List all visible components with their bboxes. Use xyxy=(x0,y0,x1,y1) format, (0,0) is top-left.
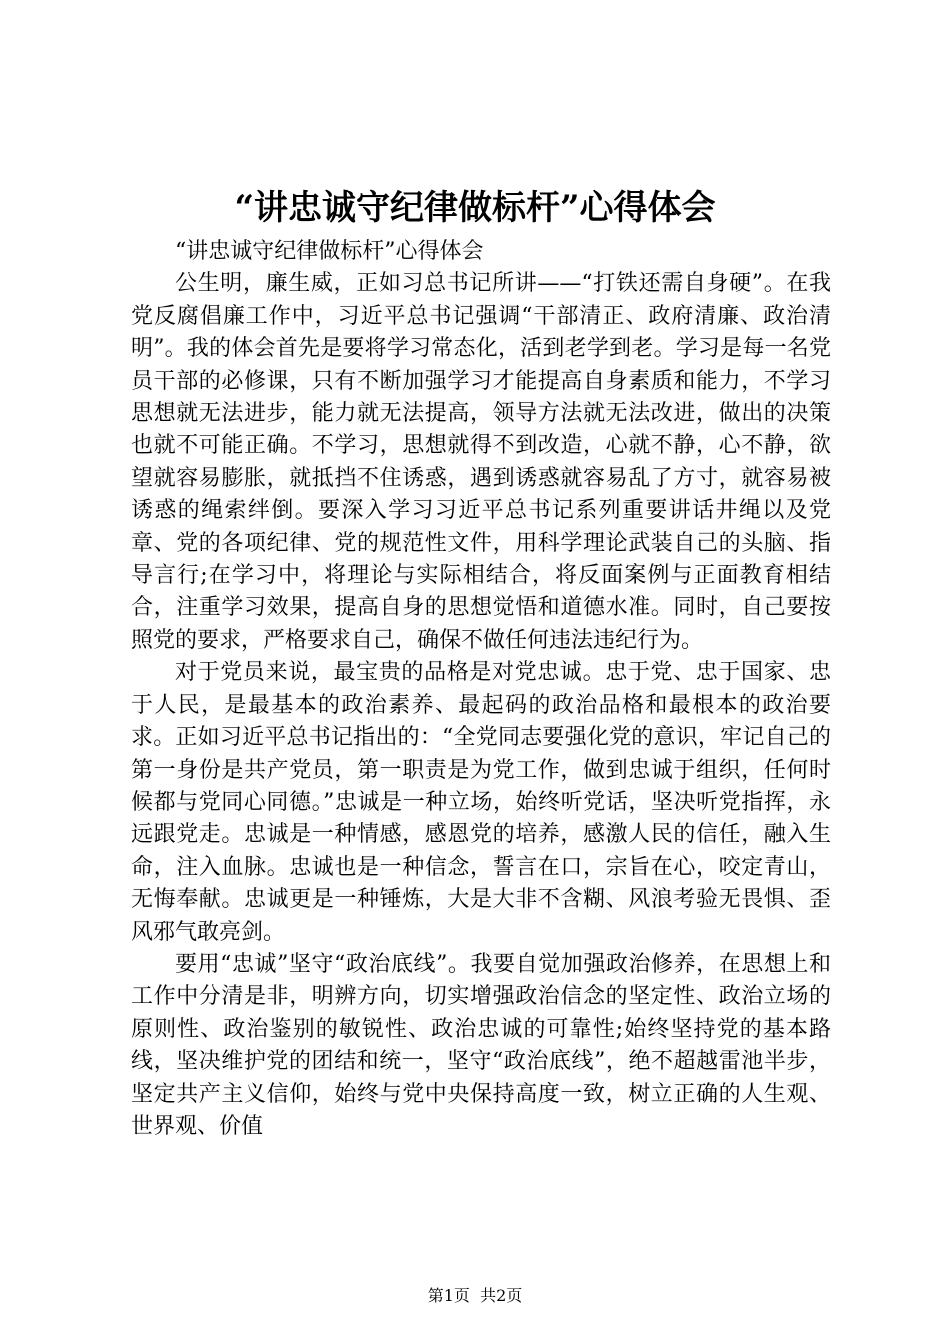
page-footer xyxy=(0,1286,950,1306)
document-title: “讲忠诚守纪律做标杆”心得体会 xyxy=(234,188,716,228)
paragraph-subtitle: “讲忠诚守纪律做标杆”心得体会 xyxy=(175,239,484,264)
document-body xyxy=(131,236,831,1143)
paragraph-3: 要用“忠诚”坚守“政治底线”。我要自觉加强政治修养，在思想上和工作中分清是非，明辨方向，切实增强政治信念的坚定性、政治立场的原则性、政治鉴别的敏锐性、政治忠诚的可靠性;始终坚持党的基本路线，坚决维护党的团结和统一，坚守“政治底线”，绝不超越雷池半步，坚定共产主义信仰，始终与党中央保持高度一致，树立正确的人生观、世界观、价值 xyxy=(131,951,831,1139)
page-number: 第1页 xyxy=(427,1286,470,1305)
paragraph-2: 对于党员来说，最宝贵的品格是对党忠诚。忠于党、忠于国家、忠于人民，是最基本的政治素养、最起码的政治品格和最根本的政治要求。正如习近平总书记指出的：“全党同志要强化党的意识，牢记自己的第一身份是共产党员，第一职责是为党工作，做到忠诚于组织，任何时候都与党同心同德。”忠诚是一种立场，始终听党话，坚决听党指挥，永远跟党走。忠诚是一种情感，感恩党的培养，感激人民的信任，融入生命，注入血脉。忠诚也是一种信念，誓言在口，宗旨在心，咬定青山，无悔奉献。忠诚更是一种锤炼，大是大非不含糊、风浪考验无畏惧、歪风邪气敢亮剑。 xyxy=(131,660,831,945)
page-total: 共2页 xyxy=(480,1286,523,1305)
paragraph-1: 公生明，廉生威，正如习总书记所讲——“打铁还需自身硬”。在我党反腐倡廉工作中，习近平总书记强调“干部清正、政府清廉、政治清明”。我的体会首先是要将学习常态化，活到老学到老。学习是每一名党员干部的必修课，只有不断加强学习才能提高自身素质和能力，不学习思想就无法进步，能力就无法提高，领导方法就无法改进，做出的决策也就不可能正确。不学习，思想就得不到改造，心就不静，心不静，欲望就容易膨胀，就抵挡不住诱惑，遇到诱惑就容易乱了方寸，就容易被诱惑的绳索绊倒。要深入学习习近平总书记系列重要讲话井绳以及党章、党的各项纪律、党的规范性文件，用科学理论武装自己的头脑、指导言行;在学习中，将理论与实际相结合，将反面案例与正面教育相结合，注重学习效果，提高自身的思想觉悟和道德水准。同时，自己要按照党的要求，严格要求自己，确保不做任何违法违纪行为。 xyxy=(131,271,831,653)
